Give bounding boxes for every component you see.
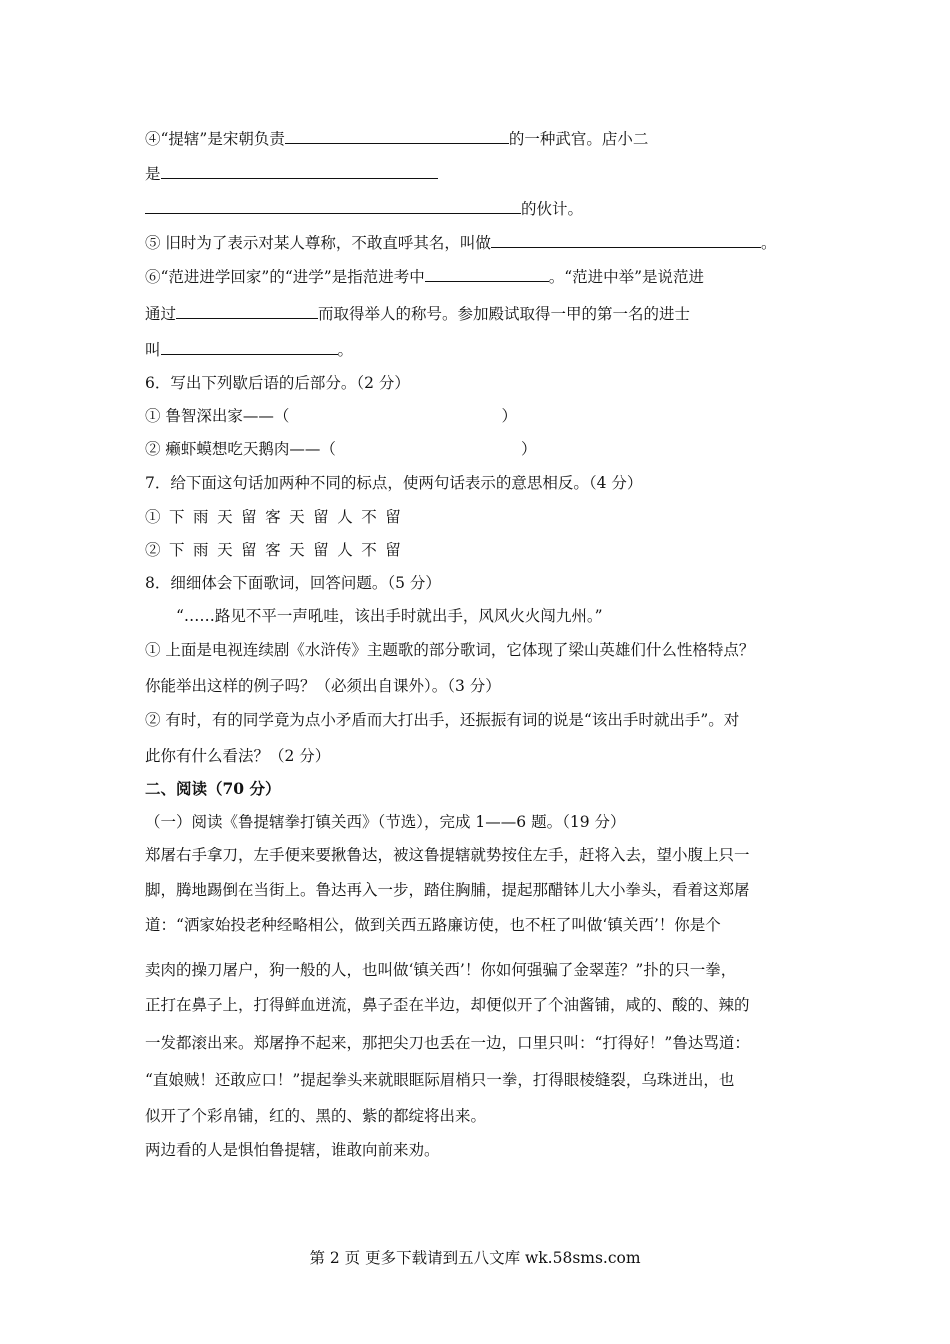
q6-item2 bbox=[145, 439, 536, 459]
q5-item4-line1 bbox=[145, 128, 648, 149]
q6-item1 bbox=[145, 406, 517, 426]
q5-item6-text-b: 。“范进中举”是说范进 bbox=[548, 268, 705, 286]
passage-line: 郑屠右手拿刀，左手便来要揪鲁达，被这鲁提辖就势按住左手，赶将入去，望小腹上只一 bbox=[145, 846, 750, 864]
q8-sub2-line1: ② 有时，有的同学竟为点小矛盾而大打出手，还振振有词的说是“该出手时就出手”。对 bbox=[145, 711, 740, 729]
q5-item4-text-c: 是 bbox=[145, 165, 161, 183]
q8-sub1-line1: ① 上面是电视连续剧《水浒传》主题歌的部分歌词，它体现了梁山英雄们什么性格特点？ bbox=[145, 641, 755, 659]
passage-line: 脚，腾地踢倒在当街上。鲁达再入一步，踏住胸脯，提起那醋钵儿大小拳头，看着这郑屠 bbox=[145, 881, 750, 899]
q6-title: 6．写出下列歇后语的后部分。（2 分） bbox=[145, 374, 410, 392]
q5-item5-text-b: 。 bbox=[760, 234, 777, 252]
q5-item4-line2 bbox=[145, 163, 438, 184]
q8-sub2-line2: 此你有什么看法？（2 分） bbox=[145, 747, 331, 765]
q6-item2-text: ② 癞虾蟆想吃天鹅肉——（ bbox=[145, 440, 336, 458]
section2-heading: 二、阅读（70 分） bbox=[145, 779, 281, 798]
passage-line: 正打在鼻子上，打得鲜血迸流，鼻子歪在半边，却便似开了个油酱铺，咸的、酸的、辣的 bbox=[145, 996, 750, 1014]
answer-blank[interactable] bbox=[145, 198, 521, 214]
answer-blank[interactable] bbox=[425, 266, 549, 282]
q5-item6-text-a: ⑥“范进进学回家”的“进学”是指范进考中 bbox=[145, 268, 425, 286]
passage-line: 道：“洒家始投老种经略相公，做到关西五路廉访使，也不枉了叫做‘镇关西’！你是个 bbox=[145, 916, 721, 934]
passage-line: 两边看的人是惧怕鲁提辖，谁敢向前来劝。 bbox=[145, 1141, 440, 1159]
q5-item6-line1 bbox=[145, 266, 704, 287]
q5-item4-text-a: ④“提辖”是宋朝负责 bbox=[145, 130, 285, 148]
answer-blank[interactable] bbox=[176, 303, 318, 319]
q5-item6-text-e: 叫 bbox=[145, 341, 161, 359]
section2-subheading: （一）阅读《鲁提辖拳打镇关西》（节选），完成 1——6 题。（19 分） bbox=[145, 813, 626, 831]
q5-item4-text-b: 的一种武官。店小二 bbox=[508, 130, 649, 148]
q5-item4-line3 bbox=[145, 198, 583, 219]
q5-item5-text-a: ⑤ 旧时为了表示对某人尊称，不敢直呼其名，叫做 bbox=[145, 234, 491, 252]
q8-title: 8．细细体会下面歌词，回答问题。（5 分） bbox=[145, 574, 441, 592]
answer-blank[interactable] bbox=[491, 232, 761, 248]
answer-blank[interactable] bbox=[285, 128, 509, 144]
page-footer: 第 2 页 更多下载请到五八文库 wk.58sms.com bbox=[309, 1249, 641, 1267]
q8-sub1-line2: 你能举出这样的例子吗？（必须出自课外）。（3 分） bbox=[145, 677, 501, 695]
q7-title: 7．给下面这句话加两种不同的标点，使两句话表示的意思相反。（4 分） bbox=[145, 474, 643, 492]
q6-item1-text: ① 鲁智深出家——（ bbox=[145, 407, 290, 425]
q5-item6-text-f: 。 bbox=[337, 341, 354, 359]
q7-item1: ①下雨天留客天留人不留 bbox=[145, 508, 410, 526]
q8-lyric: “……路见不平一声吼哇，该出手时就出手，风风火火闯九州。” bbox=[176, 607, 603, 625]
q5-item6-text-d: 而取得举人的称号。参加殿试取得一甲的第一名的进士 bbox=[318, 305, 691, 323]
q5-item5-line bbox=[145, 232, 776, 253]
q6-item2-close: ） bbox=[520, 440, 537, 458]
q5-item6-line2 bbox=[145, 303, 690, 324]
q5-item4-text-d: 的伙计。 bbox=[521, 200, 584, 218]
q6-item1-close: ） bbox=[501, 407, 517, 425]
answer-blank[interactable] bbox=[161, 163, 438, 179]
passage-line: 一发都滚出来。郑屠挣不起来，那把尖刀也丢在一边，口里只叫：“打得好！”鲁达骂道： bbox=[145, 1034, 750, 1052]
passage-line: 卖肉的操刀屠户，狗一般的人，也叫做‘镇关西’！你如何强骗了金翠莲？”扑的只一拳， bbox=[145, 961, 737, 979]
q5-item6-line3 bbox=[145, 339, 353, 360]
passage-line: 似开了个彩帛铺，红的、黑的、紫的都绽将出来。 bbox=[145, 1107, 487, 1125]
passage-line: “直娘贼！还敢应口！”提起拳头来就眼眶际眉梢只一拳，打得眼棱缝裂，乌珠迸出，也 bbox=[145, 1071, 735, 1089]
q5-item6-text-c: 通过 bbox=[145, 305, 177, 323]
q7-item2: ②下雨天留客天留人不留 bbox=[145, 541, 410, 559]
answer-blank[interactable] bbox=[161, 339, 338, 355]
